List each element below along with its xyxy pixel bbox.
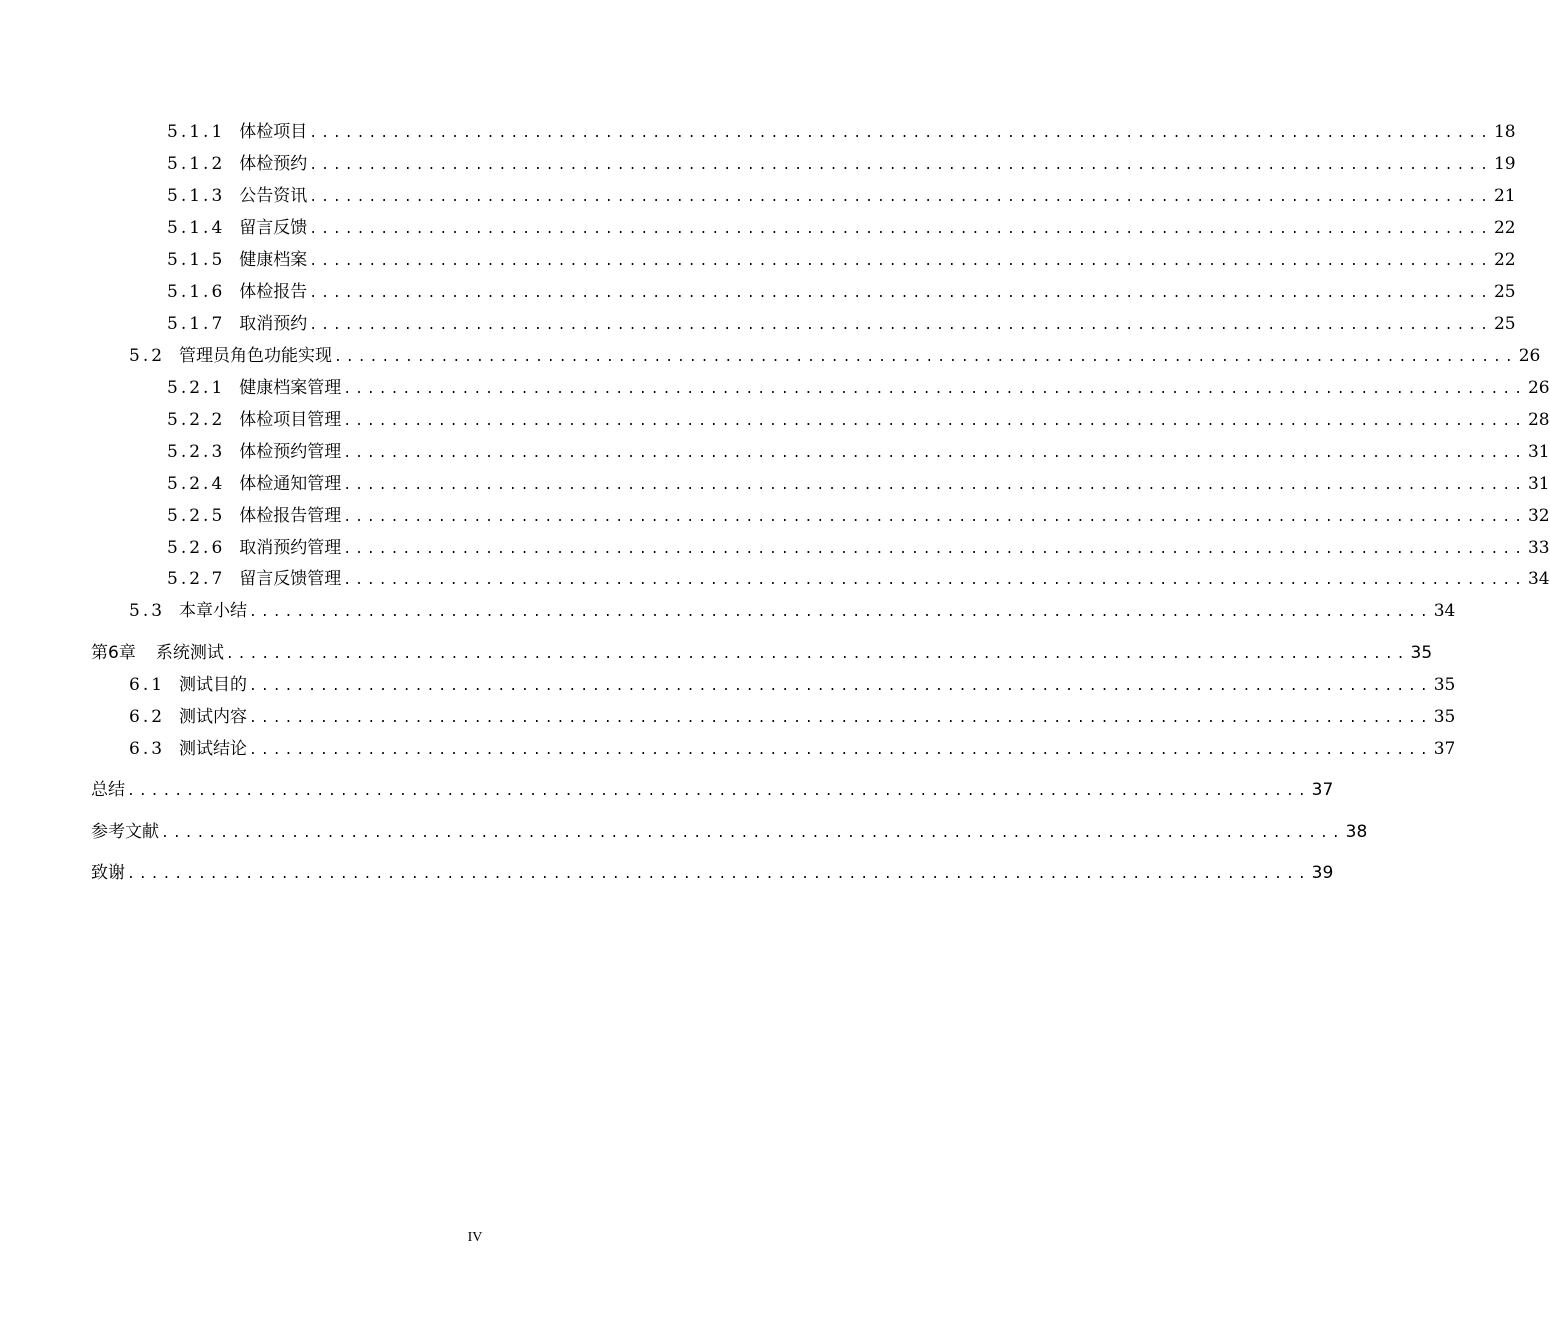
toc-entry-number: 5.2.2 — [167, 410, 226, 430]
toc-entry-number: 6.2 — [129, 707, 166, 727]
toc-entry-title: 取消预约管理 — [239, 538, 342, 558]
toc-entry-5-2[interactable] — [129, 344, 1541, 368]
toc-entry-5-3[interactable] — [129, 599, 1456, 623]
toc-entry-page: 22 — [1493, 218, 1516, 238]
toc-entry-page: 18 — [1493, 122, 1516, 142]
toc-entry-5-2-2[interactable] — [167, 408, 1550, 432]
toc-leader-dots: .................................................................................................... — [249, 711, 1432, 726]
toc-entry-page: 22 — [1493, 250, 1516, 270]
toc-leader-dots: .................................................................................................... — [225, 647, 1409, 662]
toc-entry-5-1-6[interactable] — [167, 280, 1516, 304]
toc-entry-title: 测试内容 — [179, 707, 248, 727]
toc-entry-6-3[interactable] — [129, 737, 1456, 761]
toc-leader-dots: .................................................................................................... — [343, 478, 1526, 493]
toc-leader-dots: .................................................................................................... — [343, 446, 1526, 461]
toc-entry-title: 总结 — [91, 780, 125, 800]
toc-entry-5-1-3[interactable] — [167, 184, 1516, 208]
toc-entry-number: 5.2.6 — [167, 538, 226, 558]
toc-entry-title: 本章小结 — [179, 601, 248, 621]
toc-entry-title: 留言反馈 — [239, 218, 308, 238]
toc-leader-dots: .................................................................................................... — [309, 254, 1492, 269]
toc-entry-number: 6.3 — [129, 739, 166, 759]
toc-leader-dots: .................................................................................................... — [161, 826, 1344, 841]
toc-entry-title: 体检预约管理 — [239, 442, 342, 462]
toc-entry-page: 19 — [1493, 154, 1516, 174]
toc-entry-page: 34 — [1527, 569, 1550, 589]
toc-entry-page: 21 — [1493, 186, 1516, 206]
toc-entry-page: 25 — [1493, 314, 1516, 334]
toc-leader-dots: .................................................................................................... — [343, 414, 1526, 429]
toc-entry-number: 5.1.7 — [167, 314, 226, 334]
toc-leader-dots: .................................................................................................... — [309, 222, 1492, 237]
toc-entry-6-2[interactable] — [129, 705, 1456, 729]
toc-entry-title: 留言反馈管理 — [239, 569, 342, 589]
toc-entry-title: 测试目的 — [179, 675, 248, 695]
toc-leader-dots: .................................................................................................... — [249, 605, 1432, 620]
toc-entry-number: 5.1.2 — [167, 154, 226, 174]
toc-leader-dots: .................................................................................................... — [309, 190, 1492, 205]
toc-entry-number: 5.2.5 — [167, 506, 226, 526]
toc-entry-title: 体检报告 — [239, 282, 308, 302]
toc-entry-page: 25 — [1493, 282, 1516, 302]
toc-entry-number: 5.3 — [129, 601, 166, 621]
toc-leader-dots: .................................................................................................... — [127, 867, 1310, 882]
toc-entry-title: 体检通知管理 — [239, 474, 342, 494]
toc-entry-number: 6.1 — [129, 675, 166, 695]
toc-leader-dots: .................................................................................................... — [249, 743, 1432, 758]
toc-leader-dots: .................................................................................................... — [343, 382, 1526, 397]
toc-entry-5-1-2[interactable] — [167, 152, 1516, 176]
toc-entry-page: 39 — [1311, 863, 1334, 883]
page-number: IV — [467, 1230, 483, 1245]
toc-entry-5-1-4[interactable] — [167, 216, 1516, 240]
toc-entry-number: 5.2.4 — [167, 474, 226, 494]
toc-leader-dots: .................................................................................................... — [343, 510, 1526, 525]
toc-entry-5-2-7[interactable] — [167, 567, 1550, 591]
toc-entry-summary[interactable] — [91, 778, 1334, 802]
toc-entry-5-2-3[interactable] — [167, 440, 1550, 464]
toc-leader-dots: .................................................................................................... — [249, 679, 1432, 694]
toc-entry-number: 5.2.1 — [167, 378, 226, 398]
toc-entry-title: 体检项目 — [239, 122, 308, 142]
toc-entry-title: 取消预约 — [239, 314, 308, 334]
toc-leader-dots: .................................................................................................... — [309, 126, 1492, 141]
toc-entry-title: 体检预约 — [239, 154, 308, 174]
toc-leader-dots: .................................................................................................... — [127, 784, 1310, 799]
toc-entry-page: 38 — [1345, 822, 1368, 842]
toc-entry-number: 5.1.5 — [167, 250, 226, 270]
toc-entry-page: 37 — [1433, 739, 1456, 759]
toc-leader-dots: .................................................................................................... — [343, 542, 1526, 557]
toc-entry-number: 5.2.7 — [167, 569, 226, 589]
toc-leader-dots: .................................................................................................... — [309, 318, 1492, 333]
toc-leader-dots: .................................................................................................... — [343, 573, 1526, 588]
toc-entry-page: 28 — [1527, 410, 1550, 430]
toc-entry-5-1-1[interactable] — [167, 120, 1516, 144]
toc-entry-5-2-5[interactable] — [167, 504, 1550, 528]
toc-leader-dots: .................................................................................................... — [309, 286, 1492, 301]
toc-entry-page: 37 — [1311, 780, 1334, 800]
toc-entry-title: 体检报告管理 — [239, 506, 342, 526]
toc-entry-page: 31 — [1527, 442, 1550, 462]
toc-entry-page: 26 — [1518, 346, 1541, 366]
toc-entry-5-2-1[interactable] — [167, 376, 1550, 400]
toc-entry-5-2-6[interactable] — [167, 536, 1550, 560]
toc-entry-title: 系统测试 — [155, 643, 224, 663]
toc-entry-number: 5.2 — [129, 346, 166, 366]
toc-entry-6-1[interactable] — [129, 673, 1456, 697]
toc-entry-5-1-5[interactable] — [167, 248, 1516, 272]
toc-entry-page: 35 — [1433, 707, 1456, 727]
toc-entry-title: 健康档案 — [239, 250, 308, 270]
toc-entry-page: 33 — [1527, 538, 1550, 558]
toc-entry-number: 5.1.3 — [167, 186, 226, 206]
toc-entry-page: 31 — [1527, 474, 1550, 494]
toc-leader-dots: .................................................................................................... — [309, 158, 1492, 173]
toc-entry-page: 26 — [1527, 378, 1550, 398]
toc-entry-title: 公告资讯 — [239, 186, 308, 206]
toc-entry-5-1-7[interactable] — [167, 312, 1516, 336]
toc-entry-number: 5.2.3 — [167, 442, 226, 462]
toc-entry-number: 5.1.4 — [167, 218, 226, 238]
toc-entry-title: 测试结论 — [179, 739, 248, 759]
toc-entry-acknowledgements[interactable] — [91, 861, 1334, 885]
toc-entry-title: 管理员角色功能实现 — [179, 346, 333, 366]
toc-entry-title: 健康档案管理 — [239, 378, 342, 398]
toc-entry-references[interactable] — [91, 820, 1368, 844]
toc-entry-title: 致谢 — [91, 863, 125, 883]
toc-entry-page: 35 — [1433, 675, 1456, 695]
toc-entry-page: 34 — [1433, 601, 1456, 621]
toc-entry-title: 体检项目管理 — [239, 410, 342, 430]
toc-entry-page: 35 — [1410, 643, 1433, 663]
toc-entry-page: 32 — [1527, 506, 1550, 526]
toc-entry-5-2-4[interactable] — [167, 472, 1550, 496]
toc-entry-number: 5.1.6 — [167, 282, 226, 302]
toc-leader-dots: .................................................................................................... — [334, 350, 1517, 365]
toc-entry-title: 参考文献 — [91, 822, 159, 842]
toc-chapter-6[interactable] — [91, 641, 1433, 665]
toc-entry-number: 5.1.1 — [167, 122, 226, 142]
toc-entry-number: 第6章 — [91, 643, 136, 663]
